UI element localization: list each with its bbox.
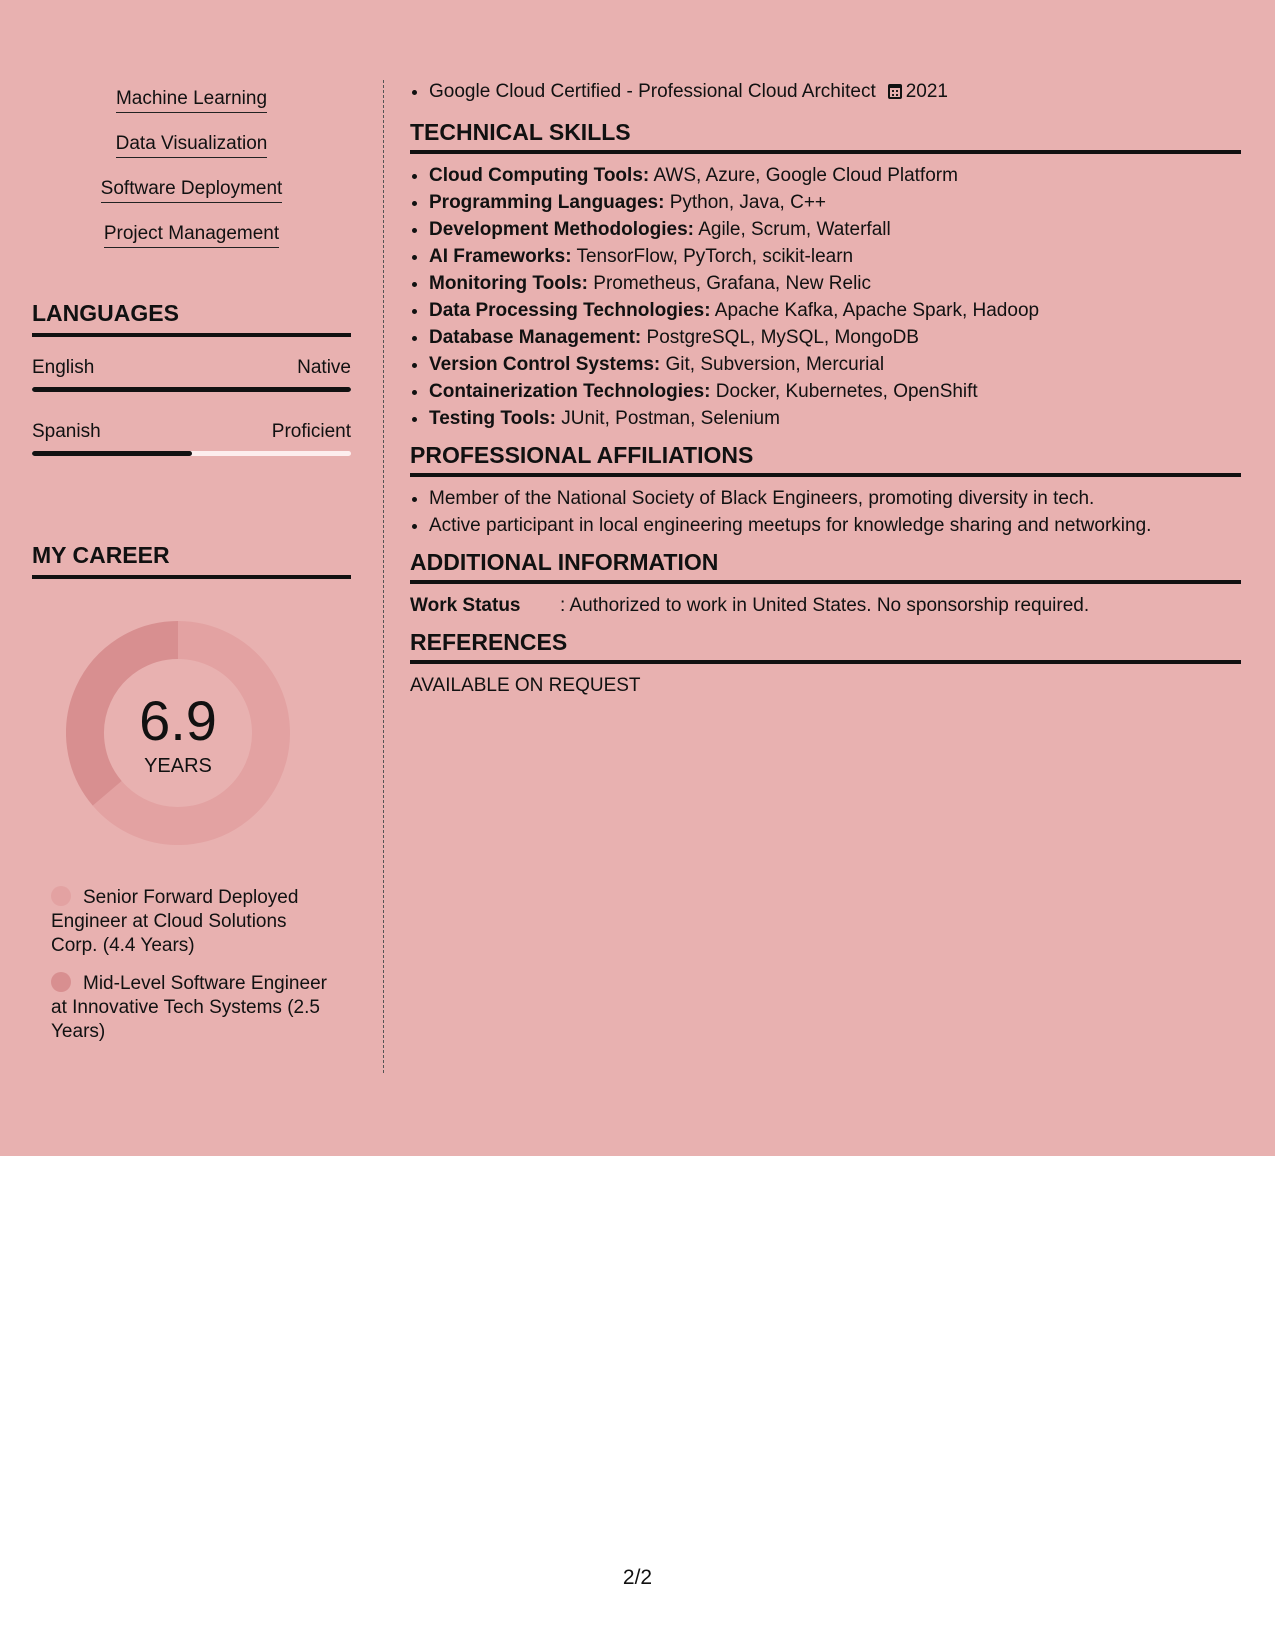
affiliations-list — [410, 485, 1241, 539]
tech-skill-item: • Programming Languages: Python, Java, C++ — [429, 189, 1241, 216]
tech-skill-item: • Development Methodologies: Agile, Scrum, Waterfall — [429, 216, 1241, 243]
language-level: Native — [297, 357, 351, 378]
language-bar-fill — [32, 387, 351, 392]
tech-skill-item: • Monitoring Tools: Prometheus, Grafana, New Relic — [429, 270, 1241, 297]
work-status-value: : Authorized to work in United States. No sponsorship required. — [560, 595, 1090, 616]
career-list — [51, 886, 331, 1058]
references-text: AVAILABLE ON REQUEST — [410, 675, 641, 696]
career-donut — [66, 621, 290, 845]
language-bar — [32, 387, 351, 392]
right-column — [410, 78, 1241, 709]
skills-list — [32, 76, 351, 256]
career-item: Senior Forward Deployed Engineer at Cloud Solutions Corp. (4.4 Years) — [51, 887, 299, 956]
career-title: MY CAREER — [32, 542, 351, 579]
career-total: 6.9 — [139, 689, 217, 752]
affiliations-section — [410, 442, 1241, 539]
calendar-icon — [888, 84, 902, 99]
left-column — [32, 76, 351, 1042]
language-item — [32, 421, 351, 456]
certification-year: 2021 — [905, 81, 949, 102]
career-section — [32, 542, 351, 1042]
career-unit: YEARS — [144, 755, 212, 777]
technical-skills-section — [410, 119, 1241, 432]
language-bar-fill — [32, 451, 192, 456]
affiliations-title: PROFESSIONAL AFFILIATIONS — [410, 442, 1241, 477]
column-divider — [383, 80, 384, 1073]
certification-item: • Google Cloud Certified - Professional Cloud Architect 2021 — [429, 78, 1241, 105]
technical-skills-list — [410, 162, 1241, 432]
work-status-label: Work Status — [410, 595, 521, 616]
language-item — [32, 357, 351, 392]
technical-skills-title: TECHNICAL SKILLS — [410, 119, 1241, 154]
references-title: REFERENCES — [410, 629, 1241, 664]
language-name: English — [32, 357, 95, 378]
tech-skill-item: • Version Control Systems: Git, Subversion, Mercurial — [429, 351, 1241, 378]
affiliation-item: • Member of the National Society of Black Engineers, promoting diversity in tech. — [429, 485, 1241, 512]
languages-section — [32, 300, 351, 456]
skill-item: Project Management — [32, 211, 351, 256]
tech-skill-item: • AI Frameworks: TensorFlow, PyTorch, scikit-learn — [429, 243, 1241, 270]
tech-skill-item: • Containerization Technologies: Docker, Kubernetes, OpenShift — [429, 378, 1241, 405]
skill-item: Machine Learning — [32, 76, 351, 121]
additional-info-section — [410, 549, 1241, 619]
additional-info-title: ADDITIONAL INFORMATION — [410, 549, 1241, 584]
affiliation-item: • Active participant in local engineering meetups for knowledge sharing and networking. — [429, 512, 1241, 539]
tech-skill-item: • Testing Tools: JUnit, Postman, Selenium — [429, 405, 1241, 432]
career-item: Mid-Level Software Engineer at Innovative Tech Systems (2.5 Years) — [51, 973, 327, 1042]
language-bar — [32, 451, 351, 456]
tech-skill-item: • Cloud Computing Tools: AWS, Azure, Google Cloud Platform — [429, 162, 1241, 189]
skill-item: Software Deployment — [32, 166, 351, 211]
certifications-list — [410, 78, 1241, 105]
references-section — [410, 629, 1241, 699]
tech-skill-item: • Data Processing Technologies: Apache Kafka, Apache Spark, Hadoop — [429, 297, 1241, 324]
language-level: Proficient — [271, 421, 351, 442]
languages-title: LANGUAGES — [32, 300, 351, 337]
language-name: Spanish — [32, 421, 101, 442]
legend-dot — [51, 972, 71, 992]
legend-dot — [51, 886, 71, 906]
skill-item: Data Visualization — [32, 121, 351, 166]
page-number: 2/2 — [622, 1566, 653, 1589]
work-status-row — [410, 592, 1241, 619]
tech-skill-item: • Database Management: PostgreSQL, MySQL, MongoDB — [429, 324, 1241, 351]
